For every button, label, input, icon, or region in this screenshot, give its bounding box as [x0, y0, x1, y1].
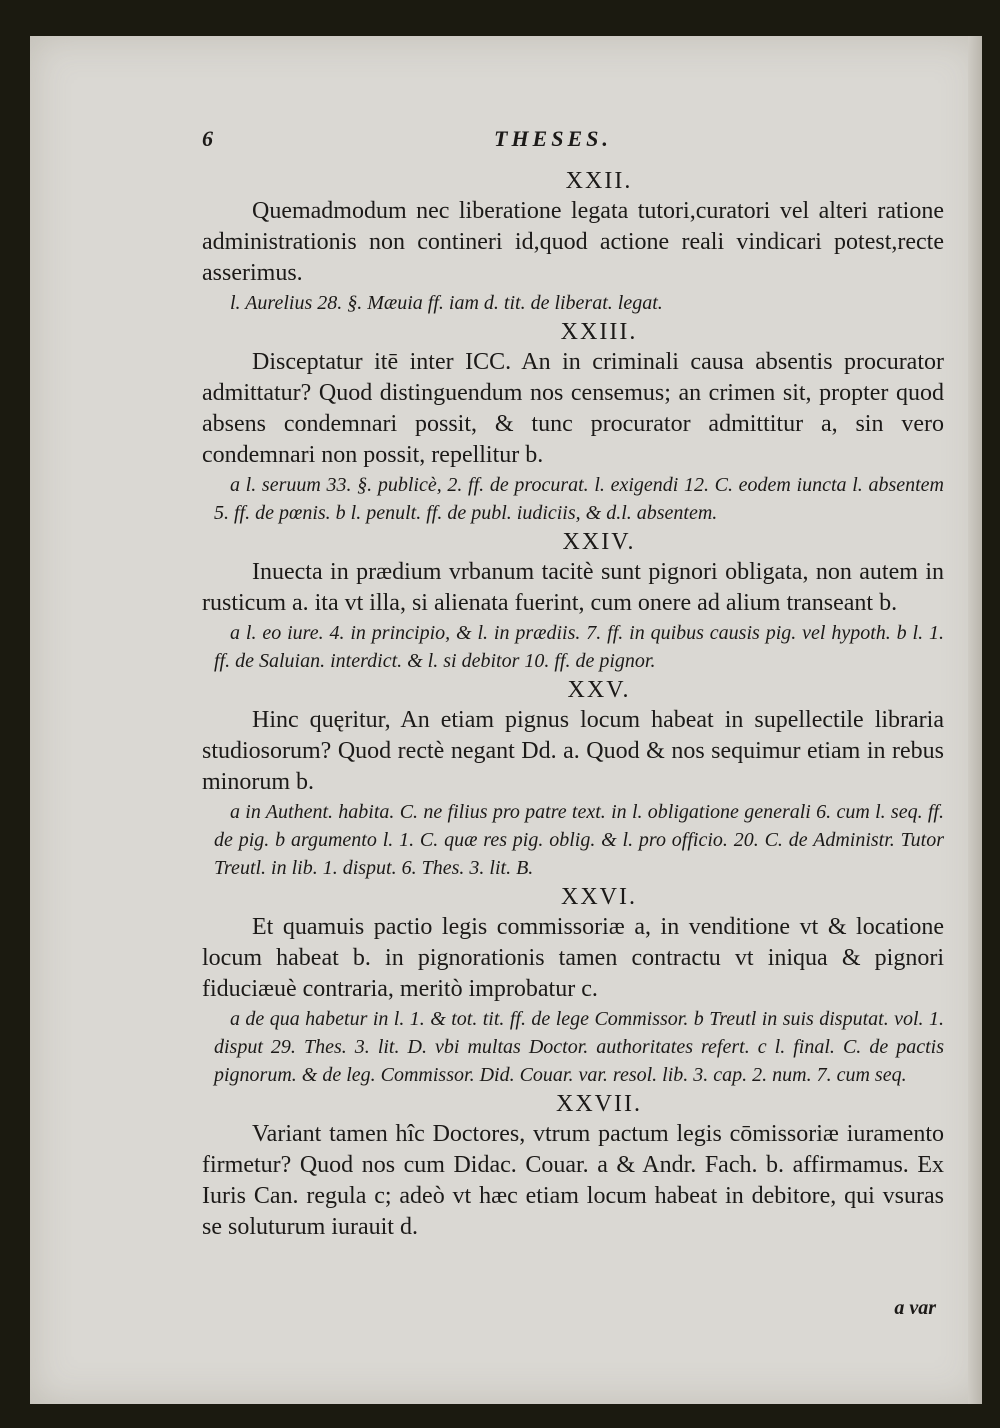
- page-number: 6: [202, 126, 213, 151]
- section-xxvi: [184, 882, 974, 1089]
- section-xxii: [184, 166, 974, 317]
- section-text: Variant tamen hîc Doctores, vtrum pactum legis cōmissoriæ iuramento firmetur? Quod nos cum Didac. Couar. a & Andr. Fach. b. affirmamus. Ex Iuris Can. regula c; adeò vt hæc etiam locum habeat in debitore, qui vsuras se soluturum iurauit d.: [202, 1121, 944, 1240]
- text-block: [184, 126, 974, 1243]
- section-xxiv: [184, 527, 974, 675]
- section-xxv: [184, 675, 974, 882]
- section-number: XXV.: [567, 677, 631, 703]
- section-xxiii: [184, 317, 974, 527]
- section-number: XXVI.: [561, 884, 637, 910]
- section-text: Hinc quęritur, An etiam pignus locum habeat in supellectile libraria studiosorum? Quod rectè negant Dd. a. Quod & nos sequimur etiam in rebus minorum b.: [202, 707, 944, 795]
- section-notes: l. Aurelius 28. §. Mæuia ff. iam d. tit. de liberat. legat.: [230, 292, 663, 314]
- section-text: Inuecta in prædium vrbanum tacitè sunt pignori obligata, non autem in rusticum a. ita vt illa, si alienata fuerint, cum onere ad alium transeant b.: [202, 559, 944, 616]
- running-head: [184, 126, 974, 166]
- section-notes: a de qua habetur in l. 1. & tot. tit. ff. de lege Commissor. b Treutl in suis disputat. vol. 1. disput 29. Thes. 3. lit. D. vbi multas Doctor. authoritates refert. c l. final. C. de pactis pignorum. & de leg. Commissor. Did. Couar. var. resol. lib. 3. cap. 2. num. 7. cum seq.: [214, 1008, 944, 1086]
- running-title: THESES.: [494, 126, 612, 151]
- section-notes: a l. eo iure. 4. in principio, & l. in prædiis. 7. ff. in quibus causis pig. vel hypoth. b l. 1. ff. de Saluian. interdict. & l. si debitor 10. ff. de pignor.: [214, 622, 944, 672]
- section-text: Disceptatur itē inter ICC. An in criminali causa absentis procurator admittatur? Quod distinguendum nos censemus; an crimen sit, propter quod absens condemnari possit, & tunc procurator admittitur a, sin vero condemnari non possit, repellitur b.: [202, 349, 944, 468]
- section-notes: a l. seruum 33. §. publicè, 2. ff. de procurat. l. exigendi 12. C. eodem iuncta l. absentem 5. ff. de pœnis. b l. penult. ff. de publ. iudiciis, & d.l. absentem.: [214, 474, 944, 524]
- section-number: XXIII.: [560, 319, 638, 345]
- section-notes: a in Authent. habita. C. ne filius pro patre text. in l. obligatione generali 6. cum l. seq. ff. de pig. b argumento l. 1. C. quæ res pig. oblig. & l. pro officio. 20. C. de Administr. Tutor Treutl. in lib. 1. disput. 6. Thes. 3. lit. B.: [214, 801, 944, 879]
- catchword: a var: [894, 1297, 936, 1319]
- section-number: XXVII.: [556, 1091, 642, 1117]
- section-text: Et quamuis pactio legis commissoriæ a, in venditione vt & locatione locum habeat b. in pignorationis tamen contractu vt iniqua & pignori fiduciæuè contraria, meritò improbatur c.: [202, 914, 944, 1002]
- section-xxvii: [184, 1089, 974, 1243]
- section-text: Quemadmodum nec liberatione legata tutori,curatori vel alteri ratione administrationis non contineri id,quod actione reali vindicari potest,recte asserimus.: [202, 198, 944, 286]
- book-page: [30, 36, 982, 1404]
- section-number: XXII.: [565, 168, 633, 194]
- section-number: XXIV.: [562, 529, 636, 555]
